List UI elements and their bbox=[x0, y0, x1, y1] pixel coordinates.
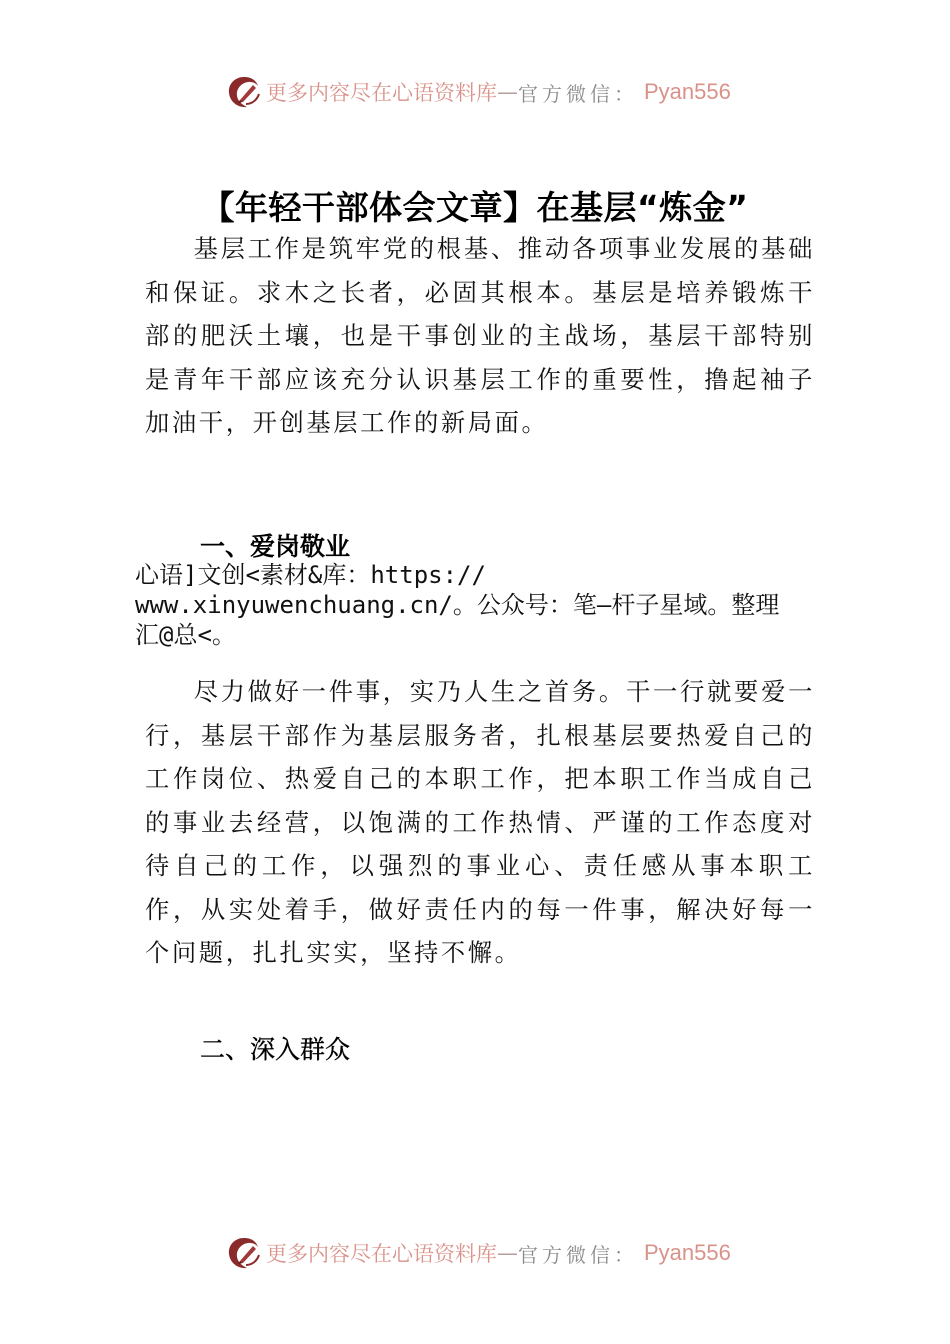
watermark-wechat-label: 官方微信： bbox=[518, 1242, 638, 1267]
source-note-line: www.xinyuwenchuang.cn/。公众号：笔—杆子星域。整理 bbox=[135, 591, 780, 619]
quill-pen-logo-icon bbox=[226, 1235, 262, 1271]
intro-paragraph: 基层工作是筑牢党的根基、推动各项事业发展的基础和保证。求木之长者，必固其根本。基层是培养锻炼干部的肥沃土壤，也是干事创业的主战场，基层干部特别是青年干部应该充分认识基层工作的重要性，撸起袖子加油干，开创基层工作的新局面。 bbox=[145, 234, 815, 437]
quill-pen-logo-icon bbox=[226, 74, 262, 110]
header-watermark bbox=[226, 72, 731, 112]
document-title: 【年轻干部体会文章】在基层“炼金” bbox=[201, 188, 749, 228]
section-heading-2: 二、深入群众 bbox=[200, 1035, 351, 1064]
watermark-main-text: 更多内容尽在心语资料库 bbox=[266, 81, 497, 105]
source-note bbox=[135, 560, 825, 650]
watermark-wechat-id: Pyan556 bbox=[644, 1240, 731, 1265]
footer-watermark bbox=[226, 1233, 731, 1273]
section-1-paragraph: 尽力做好一件事，实乃人生之首务。干一行就要爱一行，基层干部作为基层服务者，扎根基层要热爱自己的工作岗位、热爱自己的本职工作，把本职工作当成自己的事业去经营，以饱满的工作热情、严谨的工作态度对待自己的工作，以强烈的事业心、责任感从事本职工作，从实处着手，做好责任内的每一件事，解决好每一个问题，扎扎实实，坚持不懈。 bbox=[145, 677, 815, 967]
source-note-line: 汇@总<。 bbox=[135, 621, 236, 649]
watermark-main-text: 更多内容尽在心语资料库 bbox=[266, 1242, 497, 1266]
source-note-line: 心语]文创<素材&库：https:// bbox=[135, 561, 486, 589]
watermark-dash: — bbox=[497, 1241, 518, 1265]
watermark-dash: — bbox=[497, 80, 518, 104]
watermark-wechat-id: Pyan556 bbox=[644, 79, 731, 104]
section-heading-1: 一、爱岗敬业 bbox=[200, 532, 351, 561]
watermark-wechat-label: 官方微信： bbox=[518, 81, 638, 106]
